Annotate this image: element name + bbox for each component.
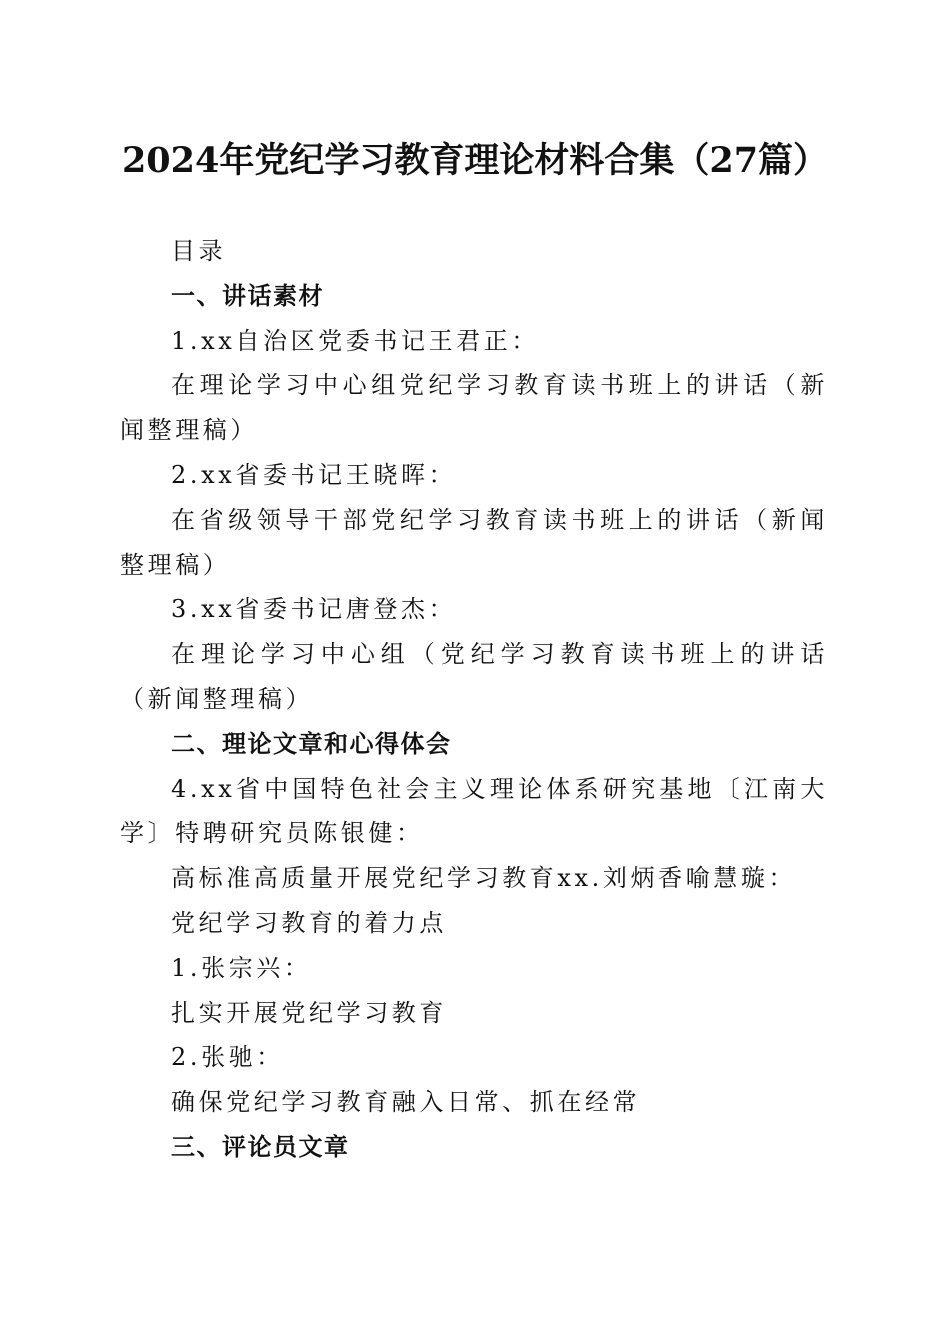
toc-entry-title: 扎实开展党纪学习教育 xyxy=(171,998,447,1027)
section-heading-3: 三、评论员文章 xyxy=(171,1132,350,1161)
toc-entry-title: 高标准高质量开展党纪学习教育xx.刘炳香喻慧璇： xyxy=(171,864,797,893)
document-title: 2024年党纪学习教育理论材料合集（27篇） xyxy=(121,140,829,181)
toc-entry-title: 确保党纪学习教育融入日常、抓在经常 xyxy=(171,1088,641,1117)
toc-entry-title: 在理论学习中心组（党纪学习教育读书班上的讲话（新闻整理稿） xyxy=(120,640,828,713)
toc-entry-speaker: 2.张驰： xyxy=(171,1043,284,1072)
toc-entry-speaker: 1.张宗兴： xyxy=(171,953,312,982)
toc-entry-title: 在省级领导干部党纪学习教育读书班上的讲话（新闻整理稿） xyxy=(120,505,828,579)
toc-entry-speaker: 1.xx自治区党委书记王君正： xyxy=(171,326,539,355)
toc-entry-title: 党纪学习教育的着力点 xyxy=(171,908,447,937)
section-heading-1: 一、讲话素材 xyxy=(171,281,324,310)
toc-label: 目录 xyxy=(171,237,227,265)
document-body xyxy=(120,229,828,1170)
section-heading-2: 二、理论文章和心得体会 xyxy=(171,729,452,758)
toc-entry-speaker: 2.xx省委书记王晓晖： xyxy=(171,460,457,489)
toc-entry-speaker: 4.xx省中国特色社会主义理论体系研究基地〔江南大学〕特聘研究员陈银健： xyxy=(120,774,828,848)
toc-entry-speaker: 3.xx省委书记唐登杰： xyxy=(171,595,457,624)
toc-entry-title: 在理论学习中心组党纪学习教育读书班上的讲话（新闻整理稿） xyxy=(120,371,828,445)
